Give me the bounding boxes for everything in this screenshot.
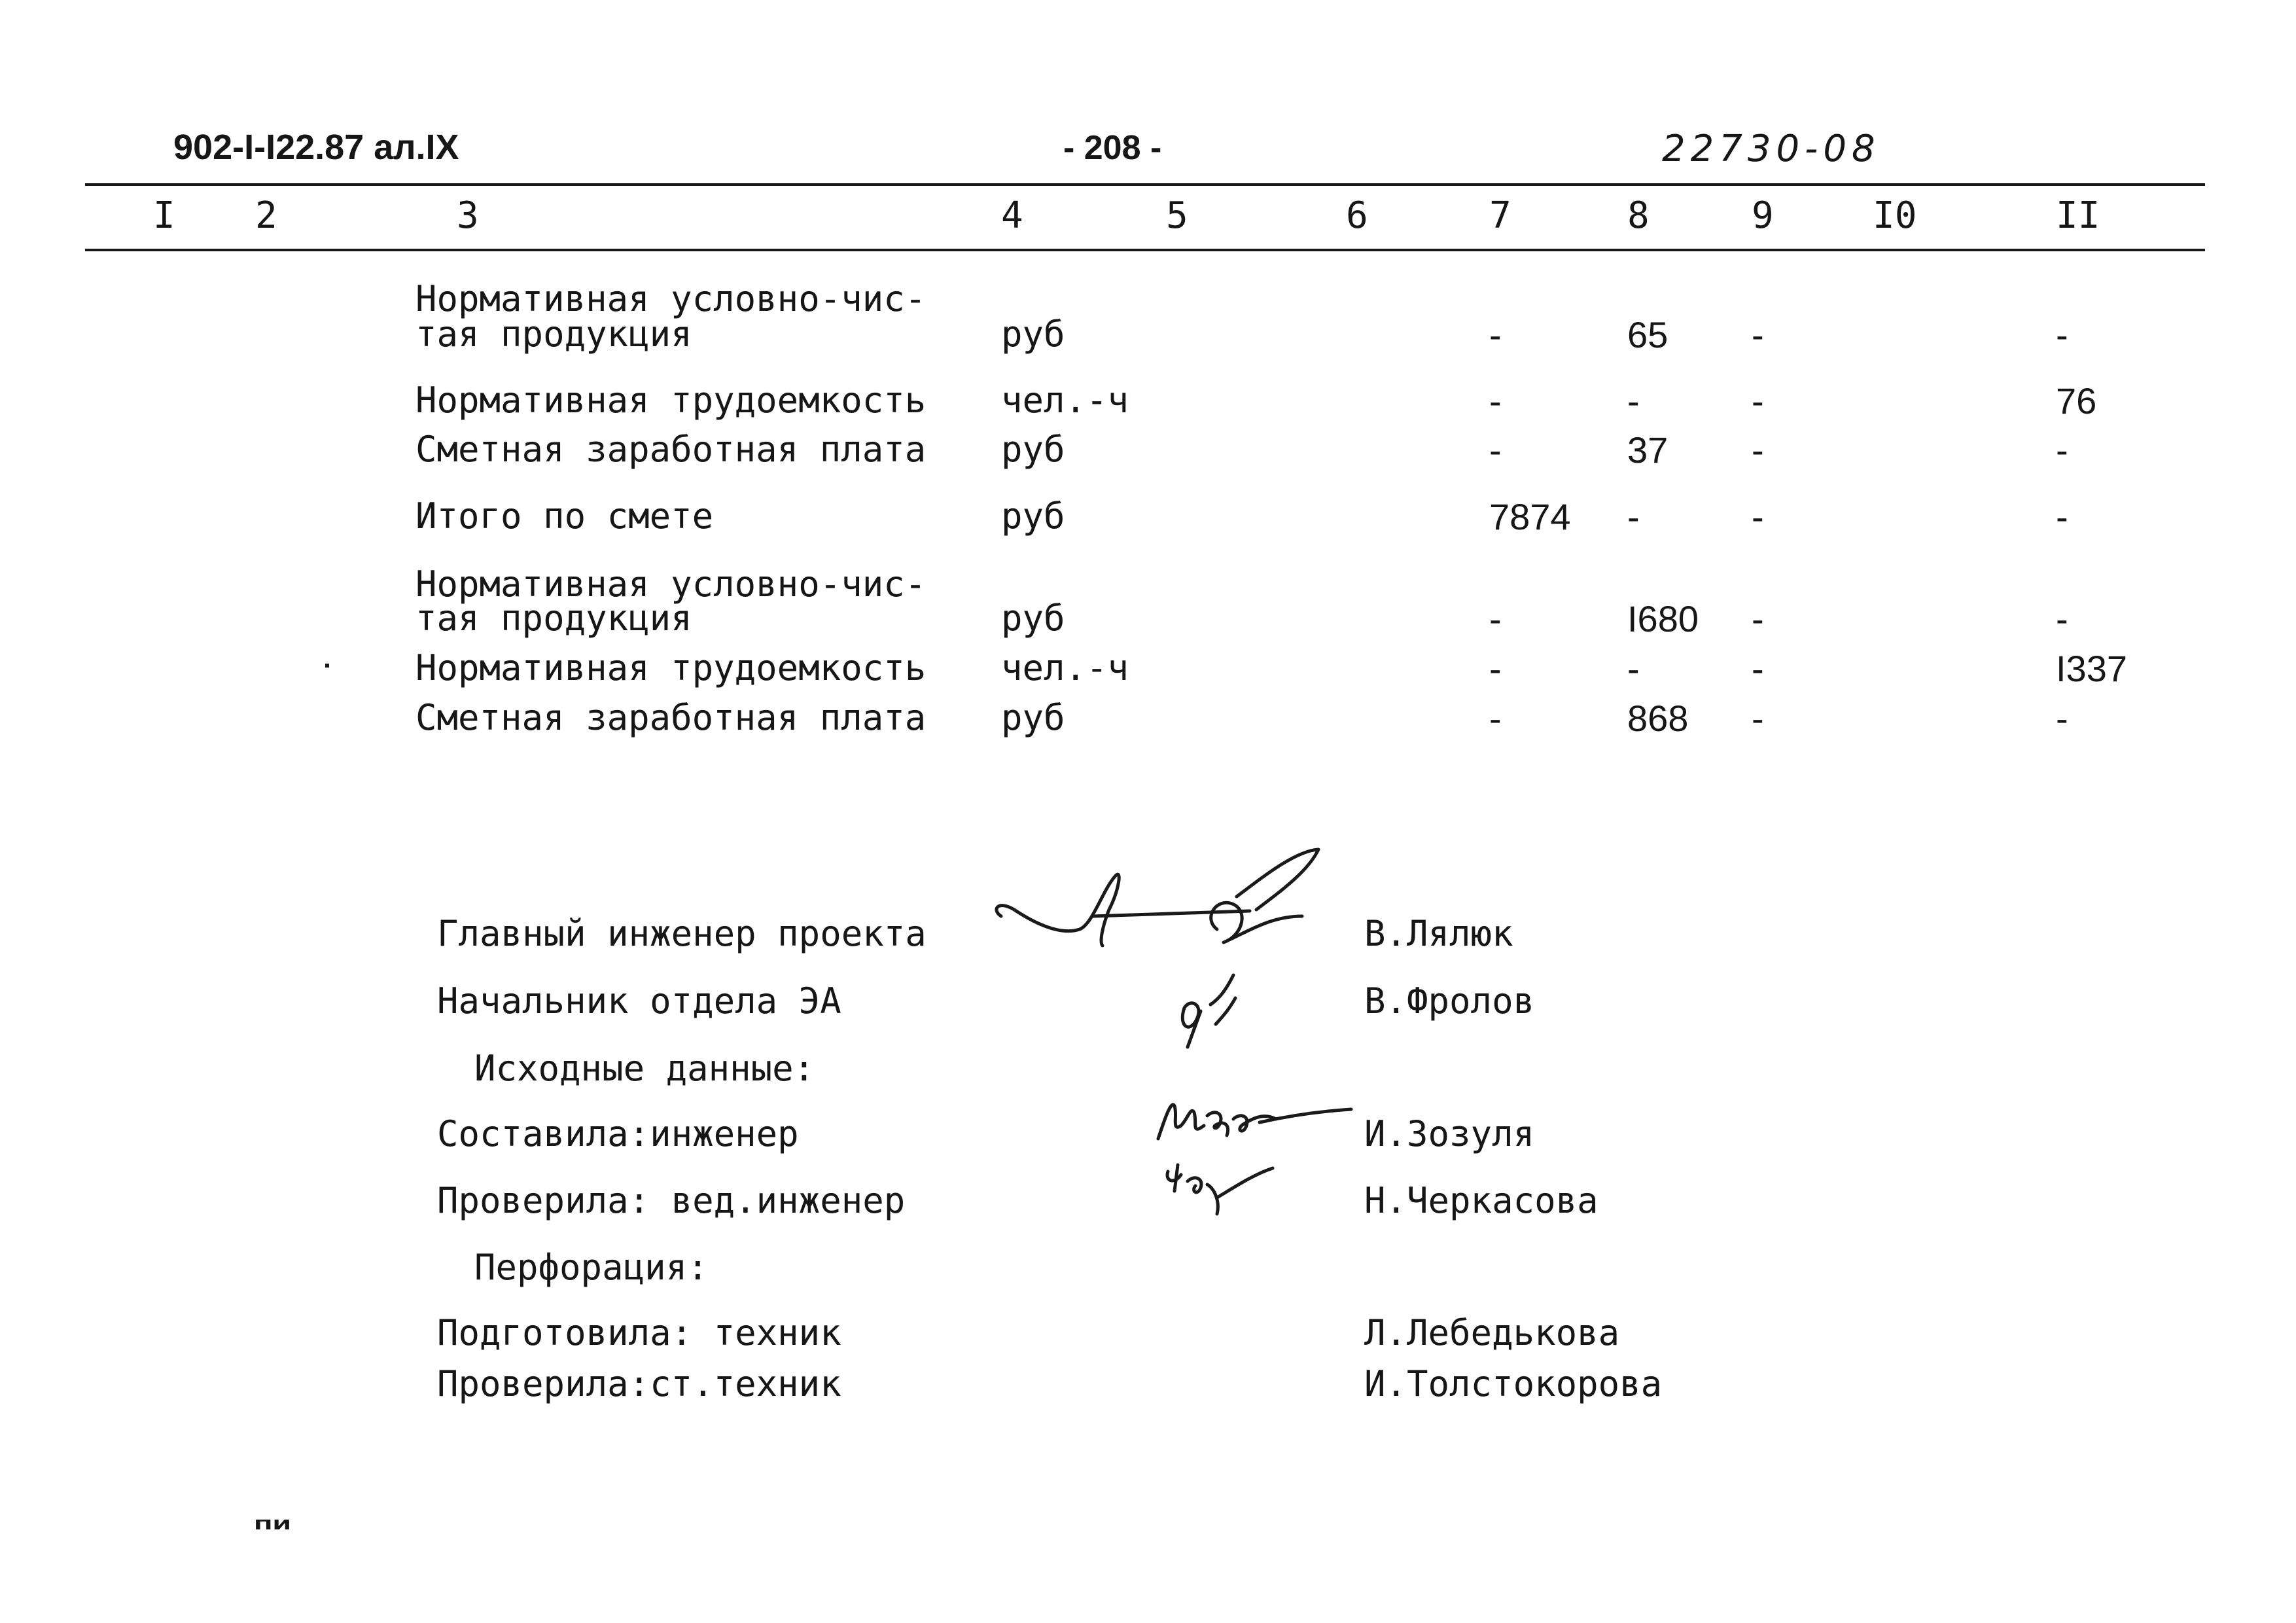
- row-col9: -: [1752, 380, 1764, 421]
- column-number-10: I0: [1873, 194, 1917, 237]
- chief-engineer-name: В.Лялюк: [1364, 913, 1513, 954]
- row-name: Сметная заработная плата: [415, 429, 927, 470]
- row-col7: -: [1489, 429, 1502, 471]
- column-number-11: II: [2056, 194, 2100, 237]
- row-col7: -: [1489, 598, 1502, 639]
- row-col8: 868: [1627, 698, 1689, 739]
- checked-name: Н.Черкасова: [1364, 1180, 1598, 1221]
- column-number-9: 9: [1752, 194, 1774, 237]
- row-col9: -: [1752, 648, 1764, 689]
- row-col8: 37: [1627, 429, 1669, 471]
- row-col7: -: [1489, 698, 1502, 739]
- row-unit: руб: [1001, 313, 1065, 355]
- page-number: - 208 -: [1063, 129, 1162, 167]
- row-col11: 76: [2056, 380, 2097, 421]
- column-number-8: 8: [1627, 194, 1650, 237]
- header-bottom-rule: [85, 249, 2205, 251]
- checked2-name: И.Толстокорова: [1364, 1363, 1663, 1404]
- row-col7: -: [1489, 314, 1502, 355]
- row-col7: -: [1489, 648, 1502, 689]
- department-head-name: В.Фролов: [1364, 980, 1535, 1022]
- row-name: Итого по смете: [415, 495, 714, 537]
- row-col9: -: [1752, 429, 1764, 471]
- chief-engineer-title: Главный инженер проекта: [437, 913, 927, 954]
- row-col9: -: [1752, 698, 1764, 739]
- row-col11: -: [2056, 496, 2068, 537]
- row-col11: -: [2056, 698, 2068, 739]
- column-number-4: 4: [1001, 194, 1023, 237]
- row-name: Сметная заработная плата: [415, 697, 927, 738]
- row-col7: -: [1489, 380, 1502, 421]
- compiled-name: И.Зозуля: [1364, 1113, 1535, 1154]
- perforation-heading: Перфорация:: [474, 1247, 709, 1288]
- source-data-heading: Исходные данные:: [474, 1048, 815, 1089]
- row-col8: 65: [1627, 314, 1669, 355]
- document-code: 902-I-I22.87 ал.IX: [173, 128, 459, 167]
- row-col11: I337: [2056, 648, 2127, 689]
- row-unit: руб: [1001, 697, 1065, 738]
- compiled-title: Составила:инженер: [437, 1113, 799, 1154]
- row-col8: -: [1627, 496, 1640, 537]
- column-number-5: 5: [1166, 194, 1188, 237]
- row-name: Нормативная трудоемкость: [415, 647, 927, 688]
- document-number: 22730-08: [1662, 128, 1881, 170]
- row-name-line2: тая продукция: [415, 597, 692, 639]
- row-col9: -: [1752, 314, 1764, 355]
- column-number-6: 6: [1346, 194, 1368, 237]
- checked2-title: Проверила:ст.техник: [437, 1363, 841, 1404]
- row-name-line1: Нормативная условно-чис-: [415, 563, 927, 605]
- column-number-7: 7: [1489, 194, 1511, 237]
- row-unit: чел.-ч: [1001, 647, 1129, 688]
- row-col8: -: [1627, 648, 1640, 689]
- row-col8: -: [1627, 380, 1640, 421]
- prepared-title: Подготовила: техник: [437, 1312, 841, 1353]
- row-col9: -: [1752, 598, 1764, 639]
- column-number-3: 3: [457, 194, 479, 237]
- department-head-signature: [1165, 969, 1263, 1054]
- row-name-line1: Нормативная условно-чис-: [415, 278, 927, 319]
- row-unit: чел.-ч: [1001, 380, 1129, 421]
- row-col8: I680: [1627, 598, 1699, 639]
- row-name: Нормативная трудоемкость: [415, 380, 927, 421]
- row-col11: -: [2056, 598, 2068, 639]
- row-unit: руб: [1001, 597, 1065, 639]
- column-number-1: I: [153, 194, 175, 237]
- checked-title: Проверила: вед.инженер: [437, 1180, 906, 1221]
- header-top-rule: [85, 183, 2205, 186]
- column-number-2: 2: [255, 194, 277, 237]
- department-head-title: Начальник отдела ЭА: [437, 980, 841, 1022]
- row-col9: -: [1752, 496, 1764, 537]
- row-col11: -: [2056, 429, 2068, 471]
- row-name-line2: тая продукция: [415, 313, 692, 355]
- prepared-name: Л.Лебедькова: [1364, 1312, 1620, 1353]
- row-col7: 7874: [1489, 496, 1571, 537]
- row-unit: руб: [1001, 429, 1065, 470]
- checked-signature: [1155, 1152, 1286, 1224]
- row-unit: руб: [1001, 495, 1065, 537]
- chief-engineer-signature: [988, 838, 1354, 969]
- compiled-signature: [1152, 1086, 1361, 1158]
- footer-mark: ПИ: [254, 1517, 291, 1533]
- row-col11: -: [2056, 314, 2068, 355]
- stray-dot: [325, 664, 329, 668]
